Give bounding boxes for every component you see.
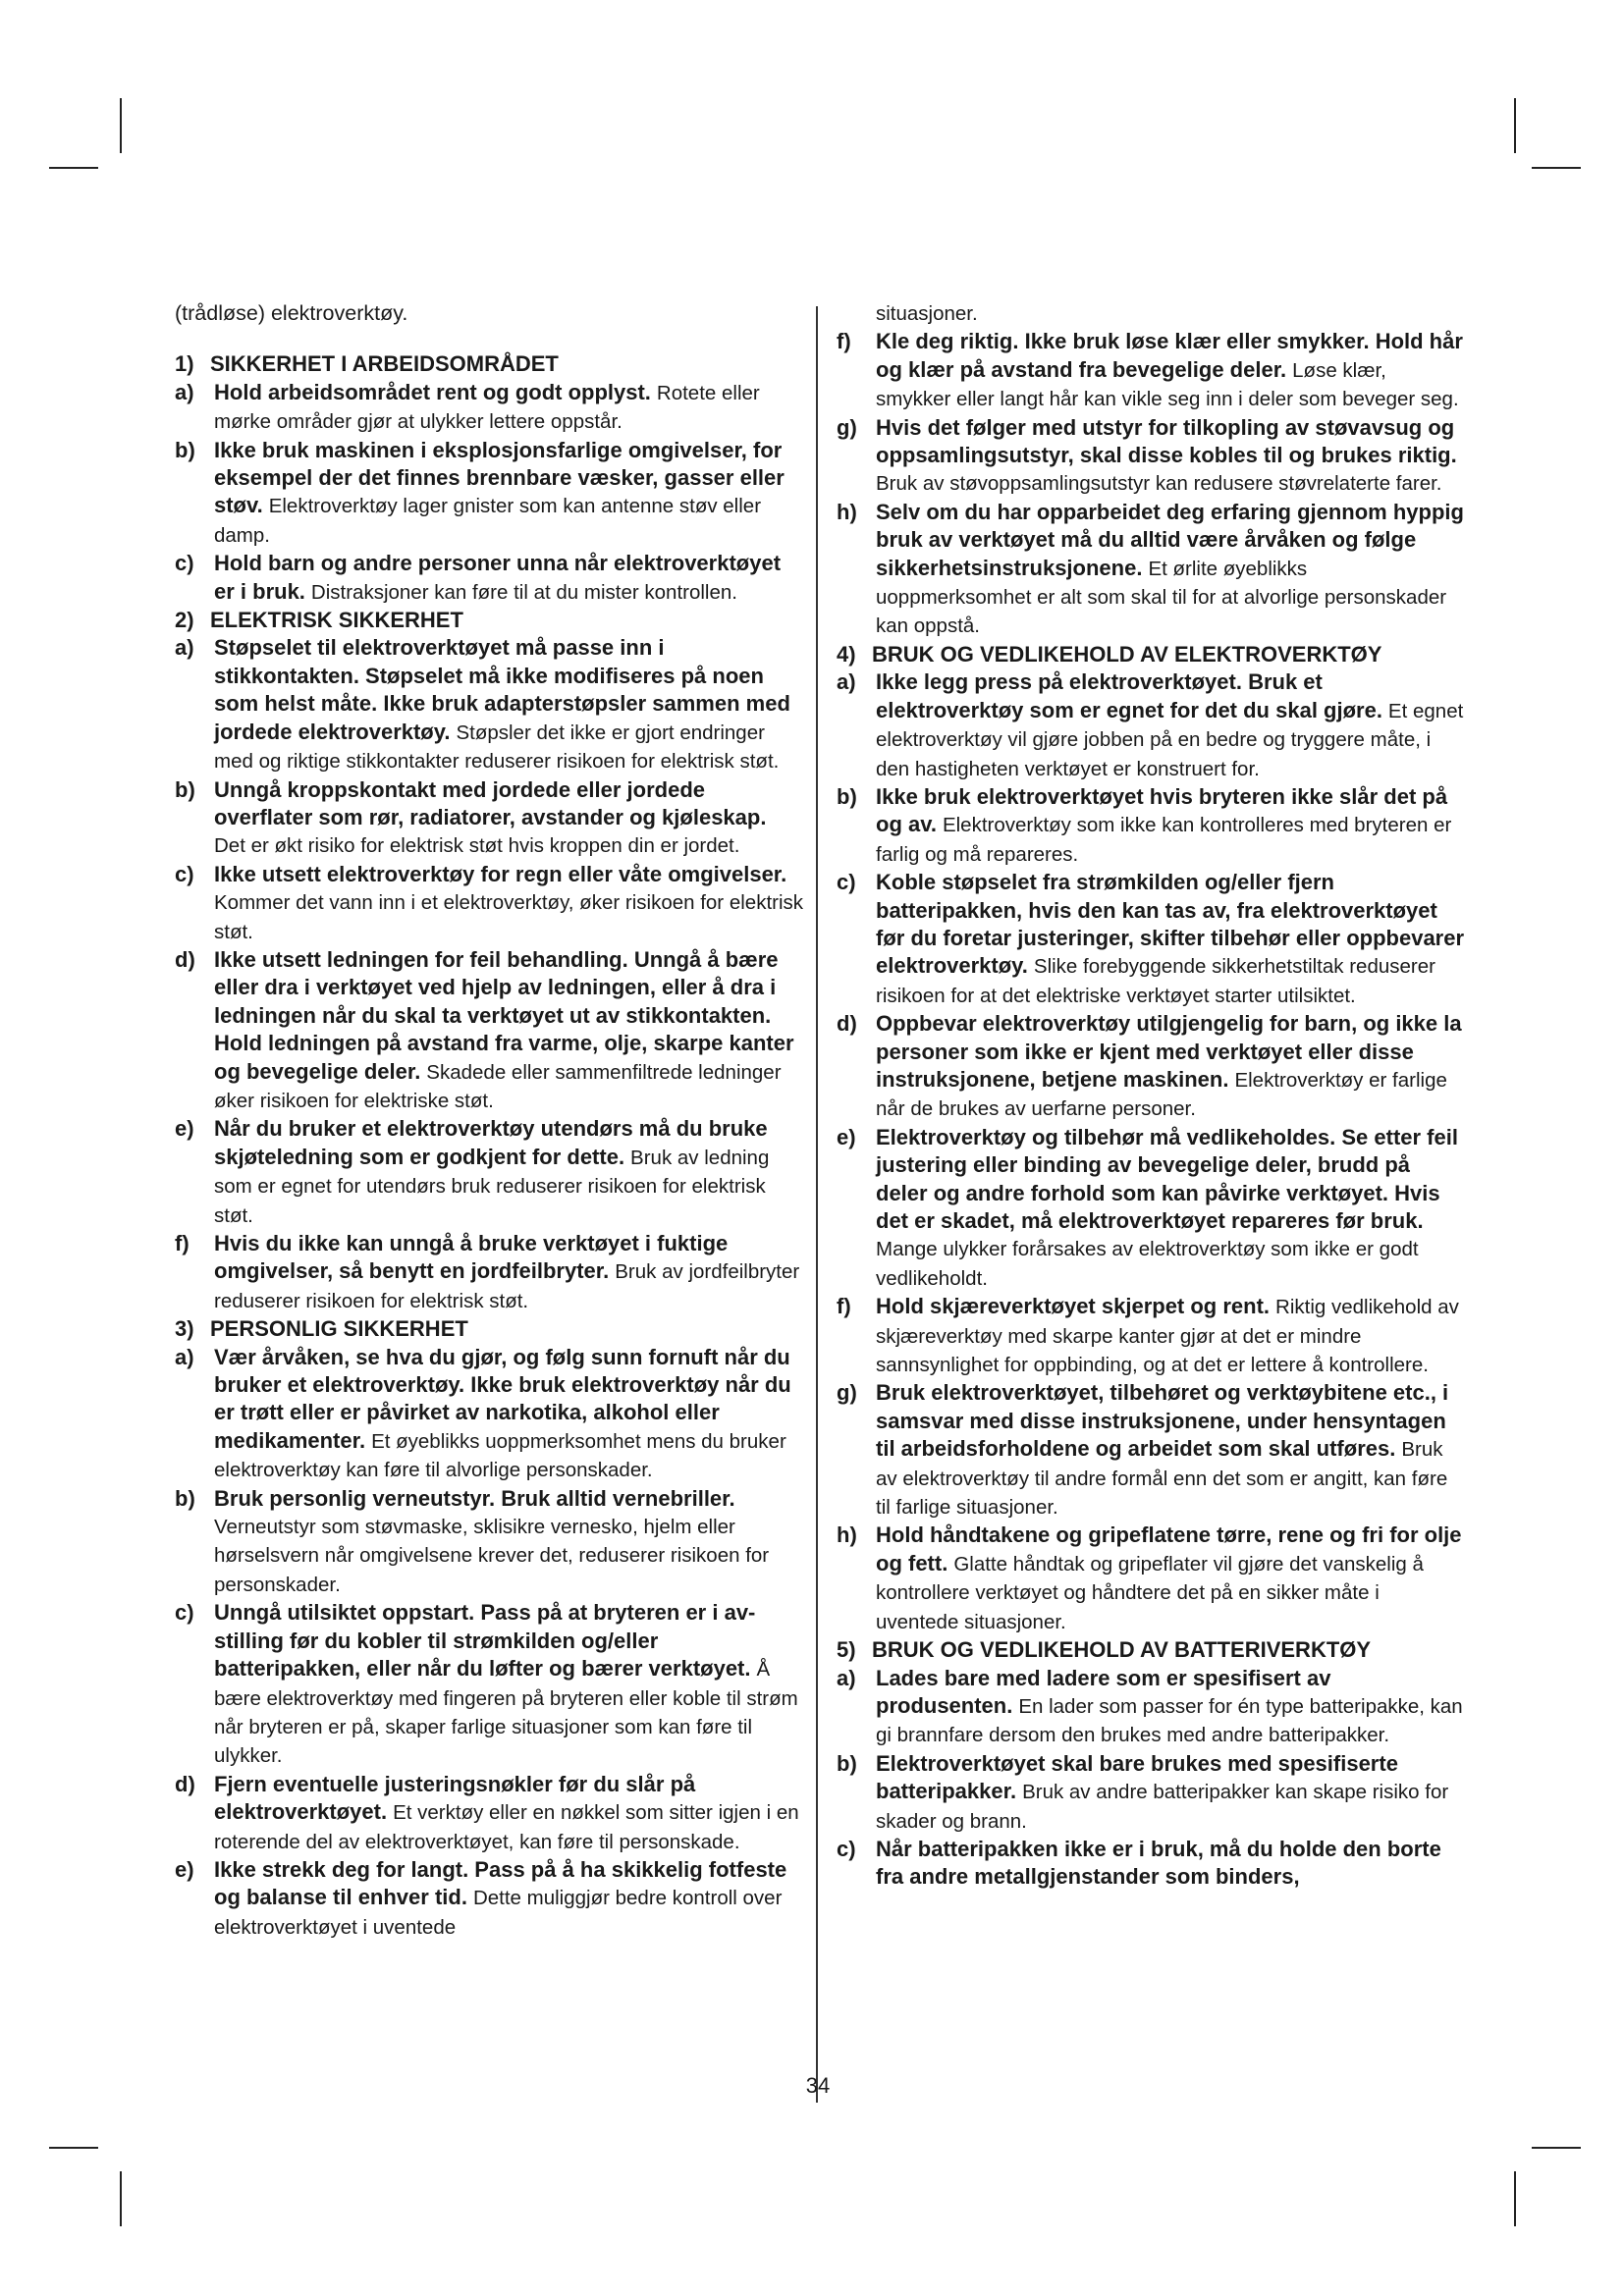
- list-item: f) Hold skjæreverktøyet skjerpet og rent. Riktig vedlikehold av skjæreverktøy med skarpe kanter gjør at det er mindre sannsynlighet for oppbinding, og at det er lettere å kontrollere.: [837, 1294, 1459, 1377]
- list-item: h) Selv om du har opparbeidet deg erfaring gjennom hyppig bruk av verktøyet må du alltid være årvåken og følge sikkerhetsinstruksjonene. Et ørlite øyeblikks uoppmerksomhet er alt som skal til for at alvorlige personskader kan oppstå.: [837, 499, 1464, 638]
- left-lead-text: (trådløse) elektroverktøy.: [175, 301, 408, 325]
- list-item: c) Når batteripakken ikke er i bruk, må du holde den borte fra andre metallgjenstander som binders,: [837, 1836, 1441, 1890]
- list-item: h) Hold håndtakene og gripeflatene tørre, rene og fri for olje og fett. Glatte håndtak og gripeflater vil gjøre det vanskelig å kontrollere verktøyet og håndtere det på en sikker måte i uventede situasjoner.: [837, 1522, 1462, 1633]
- list-item: f) Kle deg riktig. Ikke bruk løse klær eller smykker. Hold hår og klær på avstand fra bevegelige deler. Løse klær, smykker eller langt hår kan vikle seg inn i deler som beveger seg.: [837, 329, 1463, 411]
- list-item: d) Fjern eventuelle justeringsnøkler før du slår på elektroverktøyet. Et verktøy eller en nøkkel som sitter igjen i en roterende del av elektroverktøyet, kan føre til personskade.: [175, 1771, 799, 1853]
- list-item: b) Ikke bruk elektroverktøyet hvis bryteren ikke slår det på og av. Elektroverktøy som ikke kan kontrolleres med bryteren er farlig og må repareres.: [837, 783, 1452, 866]
- list-item: b) Ikke bruk maskinen i eksplosjonsfarlige omgivelser, for eksempel der det finnes brennbare væsker, gasser eller støv. Elektroverktøy lager gnister som kan antenne støv eller damp.: [175, 437, 785, 547]
- section-heading: 3) PERSONLIG SIKKERHET: [175, 1316, 468, 1342]
- list-item: c) Hold barn og andre personer unna når elektroverktøyet er i bruk. Distraksjoner kan føre til at du mister kontrollen.: [175, 551, 782, 604]
- list-item: g) Bruk elektroverktøyet, tilbehøret og verktøybitene etc., i samsvar med disse instruksjonene, under hensyntagen til arbeidsforholdene og arbeidet som skal utføres. Bruk av elektroverktøy til andre formål enn det som er angitt, kan føre til farlige situasjoner.: [837, 1380, 1449, 1520]
- list-item: a) Vær årvåken, se hva du gjør, og følg sunn fornuft når du bruker et elektroverktøy. Ikke bruk elektroverktøy når du er trøtt eller er påvirket av narkotika, alkohol eller medikamenter. Et øyeblikks uoppmerksomhet mens du bruker elektroverktøy kan føre til alvorlige personskader.: [175, 1344, 791, 1482]
- list-item: e) Elektroverktøy og tilbehør må vedlikeholdes. Se etter feil justering eller binding av bevegelige deler, brudd på deler og andre forhold som kan påvirke verktøyet. Hvis det er skadet, må elektroverktøyet repareres før bruk. Mange ulykker forårsakes av elektroverktøy som ikke er godt vedlikeholdt.: [837, 1124, 1458, 1290]
- section-heading: 5) BRUK OG VEDLIKEHOLD AV BATTERIVERKTØY: [837, 1637, 1372, 1663]
- column-divider: [816, 306, 818, 2103]
- list-item: e) Ikke strekk deg for langt. Pass på å ha skikkelig fotfeste og balanse til enhver tid. Dette muliggjør bedre kontroll over elektroverktøyet i uventede: [175, 1856, 787, 1939]
- crop-mark-bottom-right-vertical: [1514, 2171, 1516, 2226]
- list-item: a) Ikke legg press på elektroverktøyet. Bruk et elektroverktøy som er egnet for det du skal gjøre. Et egnet elektroverktøy vil gjøre jobben på en bedre og tryggere måte, i den hastigheten verktøyet er konstruert for.: [837, 669, 1464, 780]
- list-item: b) Bruk personlig verneutstyr. Bruk alltid vernebriller. Verneutstyr som støvmaske, sklisikre vernesko, hjelm eller hørselsvern når omgivelsene krever det, reduserer risikoen for personskader.: [175, 1485, 770, 1596]
- page-number: 34: [805, 2073, 831, 2098]
- section-heading: 2) ELEKTRISK SIKKERHET: [175, 608, 463, 633]
- list-item: d) Oppbevar elektroverktøy utilgjengelig for barn, og ikke la personer som ikke er kjent med verktøyet eller disse instruksjonene, betjene maskinen. Elektroverktøy er farlige når de brukes av uerfarne personer.: [837, 1011, 1462, 1121]
- list-item: a) Lades bare med ladere som er spesifisert av produsenten. En lader som passer for én type batteripakke, kan gi brannfare dersom den brukes med andre batteripakker.: [837, 1665, 1463, 1747]
- list-item: e) Når du bruker et elektroverktøy utendørs må du bruke skjøteledning som er godkjent for dette. Bruk av ledning som er egnet for utendørs bruk reduserer risikoen for elektrisk støt.: [175, 1116, 770, 1227]
- section-heading: 4) BRUK OG VEDLIKEHOLD AV ELEKTROVERKTØY: [837, 641, 1382, 667]
- crop-mark-top-right-vertical: [1514, 98, 1516, 153]
- right-lead-text: situasjoner.: [876, 302, 978, 325]
- list-item: c) Koble støpselet fra strømkilden og/eller fjern batteripakken, hvis den kan tas av, fra elektroverktøyet før du foretar justeringer, skifter tilbehør eller oppbevarer elektroverktøy. Slike forebyggende sikkerhetstiltak reduserer risikoen for at det elektriske verktøyet starter utilsiktet.: [837, 870, 1465, 1007]
- list-item: f) Hvis du ikke kan unngå å bruke verktøyet i fuktige omgivelser, så benytt en jordfeilbryter. Bruk av jordfeilbryter reduserer risikoen for elektrisk støt.: [175, 1231, 800, 1312]
- list-item: c) Unngå utilsiktet oppstart. Pass på at bryteren er i av-stilling før du kobler til strømkilden og/eller batteripakken, eller når du løfter og bærer verktøyet. Å bære elektroverktøy med fingeren på bryteren eller koble til strøm når bryteren er på, skaper farlige situasjoner som kan føre til ulykker.: [175, 1600, 798, 1768]
- list-item: a) Støpselet til elektroverktøyet må passe inn i stikkontakten. Støpselet må ikke modifiseres på noen som helst måte. Ikke bruk adapterstøpsler sammen med jordede elektroverktøy. Støpsler det ikke er gjort endringer med og riktige stikkontakter reduserer risikoen for elektrisk støt.: [175, 635, 790, 774]
- list-item: b) Elektroverktøyet skal bare brukes med spesifiserte batteripakker. Bruk av andre batteripakker kan skape risiko for skader og brann.: [837, 1750, 1449, 1833]
- crop-mark-bottom-right-horizontal: [1532, 2147, 1581, 2149]
- right-column: [837, 299, 1465, 1893]
- crop-mark-top-left-horizontal: [49, 167, 98, 169]
- crop-mark-bottom-left-horizontal: [49, 2147, 98, 2149]
- left-column: [175, 299, 803, 1942]
- crop-mark-top-right-horizontal: [1532, 167, 1581, 169]
- list-item: a) Hold arbeidsområdet rent og godt opplyst. Rotete eller mørke områder gjør at ulykker lettere oppstår.: [175, 379, 760, 434]
- crop-mark-bottom-left-vertical: [120, 2171, 122, 2226]
- list-item: g) Hvis det følger med utstyr for tilkopling av støvavsug og oppsamlingsutstyr, skal disse kobles til og brukes riktig. Bruk av støvoppsamlingsutstyr kan redusere støvrelaterte farer.: [837, 414, 1457, 496]
- list-item: c) Ikke utsett elektroverktøy for regn eller våte omgivelser. Kommer det vann inn i et elektroverktøy, øker risikoen for elektrisk støt.: [175, 861, 804, 943]
- list-item: b) Unngå kroppskontakt med jordede eller jordede overflater som rør, radiatorer, avstander og kjøleskap. Det er økt risiko for elektrisk støt hvis kroppen din er jordet.: [175, 776, 767, 858]
- crop-mark-top-left-vertical: [120, 98, 122, 153]
- section-heading: 1) SIKKERHET I ARBEIDSOMRÅDET: [175, 351, 559, 377]
- list-item: d) Ikke utsett ledningen for feil behandling. Unngå å bære eller dra i verktøyet ved hjelp av ledningen, eller å dra i ledningen når du skal ta verktøyet ut av stikkontakten. Hold ledningen på avstand fra varme, olje, skarpe kanter og bevegelige deler. Skadede eller sammenfiltrede ledninger øker risikoen for elektriske støt.: [175, 946, 794, 1112]
